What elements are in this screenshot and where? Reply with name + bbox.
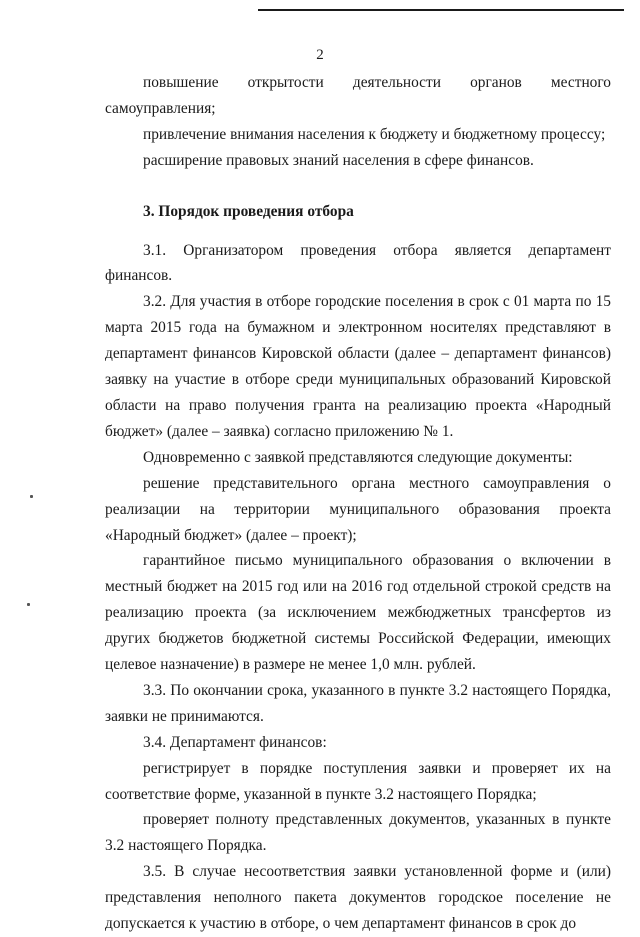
page-number: 2	[316, 47, 324, 63]
top-rule	[258, 9, 624, 11]
paragraph: расширение правовых знаний населения в сфере финансов.	[143, 151, 534, 169]
paragraph: привлечение внимания населения к бюджету и бюджетному процессу;	[143, 125, 606, 143]
paragraph-checks: проверяет полноту представленных документов, указанных в пункте 3.2 настоящего Порядка.	[105, 811, 611, 855]
paragraph-guarantee: гарантийное письмо муниципального образования о включении в местный бюджет на 2015 год или на 2016 год отдельной строкой средств на реализацию проекта (за исключением межбюджетных трансфертов из других бюджетов бюджетной системы Российской Федерации, имеющих целевое назначение) в размере не менее 1,0 млн. рублей.	[105, 552, 611, 674]
section-heading: 3. Порядок проведения отбора	[143, 202, 354, 220]
scan-speck	[27, 603, 30, 606]
paragraph-3-4: 3.4. Департамент финансов:	[143, 733, 327, 751]
paragraph-3-2: 3.2. Для участия в отборе городские поселения в срок с 01 марта по 15 марта 2015 года на бумажном и электронном носителях представляют в департамент финансов Кировской области (далее – департамент финансов) заявку на участие в отборе среди муниципальных образований Кировской области на право получения гранта на реализацию проекта «Народный бюджет» (далее – заявка) согласно приложению № 1.	[105, 293, 611, 440]
scan-speck	[30, 495, 33, 498]
paragraph-3-3: 3.3. По окончании срока, указанного в пункте 3.2 настоящего Порядка, заявки не принимаются.	[105, 681, 611, 725]
paragraph-decision: решение представительного органа местного самоуправления о реализации на территории муниципального образования проекта «Народный бюджет» (далее – проект);	[105, 474, 611, 544]
paragraph-3-1: 3.1. Организатором проведения отбора является департамент финансов.	[105, 241, 611, 285]
paragraph: повышение открытости деятельности органов местного самоуправления;	[105, 74, 611, 117]
paragraph-3-5: 3.5. В случае несоответствия заявки установленной форме и (или) представления неполного пакета документов городское поселение не допускается к участию в отборе, о чем департамент финансов в срок до	[105, 863, 611, 933]
document-body	[105, 70, 611, 937]
paragraph-documents: Одновременно с заявкой представляются следующие документы:	[143, 448, 573, 466]
paragraph-registers: регистрирует в порядке поступления заявки и проверяет их на соответствие форме, указанной в пункте 3.2 настоящего Порядка;	[105, 759, 611, 803]
